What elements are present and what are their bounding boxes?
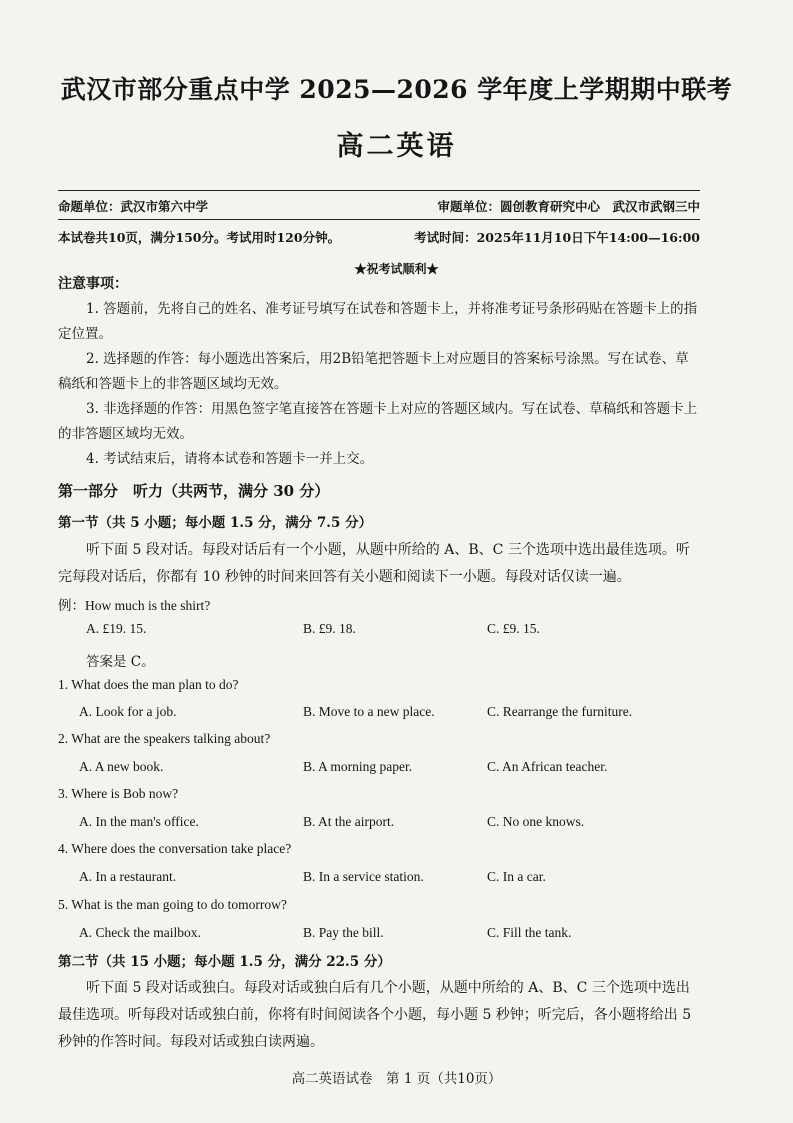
question-3: 3. Where is Bob now?	[58, 786, 179, 801]
q4-option-b: B. In a service station.	[303, 869, 424, 884]
q4-option-c: C. In a car.	[487, 869, 546, 884]
q3-option-b: B. At the airport.	[303, 814, 395, 829]
note-item: 4. 考试结束后，请将本试卷和答题卡一并上交。	[86, 451, 374, 467]
notes-title: 注意事项：	[58, 276, 128, 292]
q5-option-a: A. Check the mailbox.	[79, 925, 201, 940]
middle-divider	[58, 219, 700, 220]
author-unit: 命题单位：武汉市第六中学	[58, 199, 209, 214]
q2-option-c: C. An African teacher.	[487, 759, 608, 774]
question-4: 4. Where does the conversation take place?	[58, 841, 292, 856]
question-5: 5. What is the man going to do tomorrow?	[58, 897, 287, 912]
section1-instructions: 听下面 5 段对话。每段对话后有一个小题，从题中所给的 A、B、C 三个选项中选出最佳选项。听完每段对话后，你都有 10 秒钟的时间来回答有关小题和阅读下一小题。每段对话仅读一遍。	[58, 542, 690, 585]
q3-option-c: C. No one knows.	[487, 814, 585, 829]
q1-option-a: A. Look for a job.	[79, 704, 177, 719]
question-1: 1. What does the man plan to do?	[58, 677, 239, 692]
section2-title: 第二节（共 15 小题；每小题 1.5 分，满分 22.5 分）	[58, 954, 391, 970]
q2-option-a: A. A new book.	[79, 759, 164, 774]
question-2: 2. What are the speakers talking about?	[58, 731, 271, 746]
example-option-c: C. £9. 15.	[487, 621, 540, 636]
part1-title: 第一部分 听力（共两节，满分 30 分）	[58, 482, 330, 500]
note-item: 2. 选择题的作答：每小题选出答案后，用2B铅笔把答题卡上对应题目的答案标号涂黑。写在试卷、草稿纸和答题卡上的非答题区域均无效。	[58, 351, 689, 392]
section1-title: 第一节（共 5 小题；每小题 1.5 分，满分 7.5 分）	[58, 515, 373, 531]
exam-title: 武汉市部分重点中学 2025—2026 学年度上学期期中联考	[60, 75, 733, 104]
q3-option-a: A. In the man's office.	[79, 814, 199, 829]
paper-description: 本试卷共10页，满分150分。考试用时120分钟。	[58, 230, 341, 245]
section2-instructions: 听下面 5 段对话或独白。每段对话或独白后有几个小题，从题中所给的 A、B、C 三个选项中选出最佳选项。听每段对话或独白前，你将有时间阅读各个小题，每小题 5 秒钟；听完后，各小题将给出 5 秒钟的作答时间。每段对话或独白读两遍。	[58, 980, 692, 1050]
page-footer: 高二英语试卷 第 1 页（共10页）	[291, 1071, 502, 1087]
example-answer: 答案是 C。	[86, 654, 155, 670]
note-item: 1. 答题前，先将自己的姓名、准考证号填写在试卷和答题卡上，并将准考证号条形码贴在答题卡上的指定位置。	[58, 301, 698, 342]
example-option-a: A. £19. 15.	[86, 621, 147, 636]
subject-title: 高二英语	[336, 131, 457, 162]
q2-option-b: B. A morning paper.	[303, 759, 413, 774]
top-divider	[58, 190, 700, 191]
reviewer-unit: 审题单位：圆创教育研究中心 武汉市武钢三中	[437, 199, 700, 214]
q5-option-b: B. Pay the bill.	[303, 925, 384, 940]
q1-option-b: B. Move to a new place.	[303, 704, 435, 719]
q5-option-c: C. Fill the tank.	[487, 925, 572, 940]
notes-section	[58, 272, 700, 472]
note-item: 3. 非选择题的作答：用黑色签字笔直接答在答题卡上对应的答题区域内。写在试卷、草稿纸和答题卡上的非答题区域均无效。	[58, 401, 698, 442]
example-option-b: B. £9. 18.	[303, 621, 356, 636]
q4-option-a: A. In a restaurant.	[79, 869, 177, 884]
example-question: 例：How much is the shirt?	[58, 598, 211, 613]
good-luck-note: ★祝考试顺利★	[354, 262, 439, 276]
q1-option-c: C. Rearrange the furniture.	[487, 704, 633, 719]
exam-time: 考试时间：2025年11月10日下午14:00—16:00	[414, 230, 700, 245]
